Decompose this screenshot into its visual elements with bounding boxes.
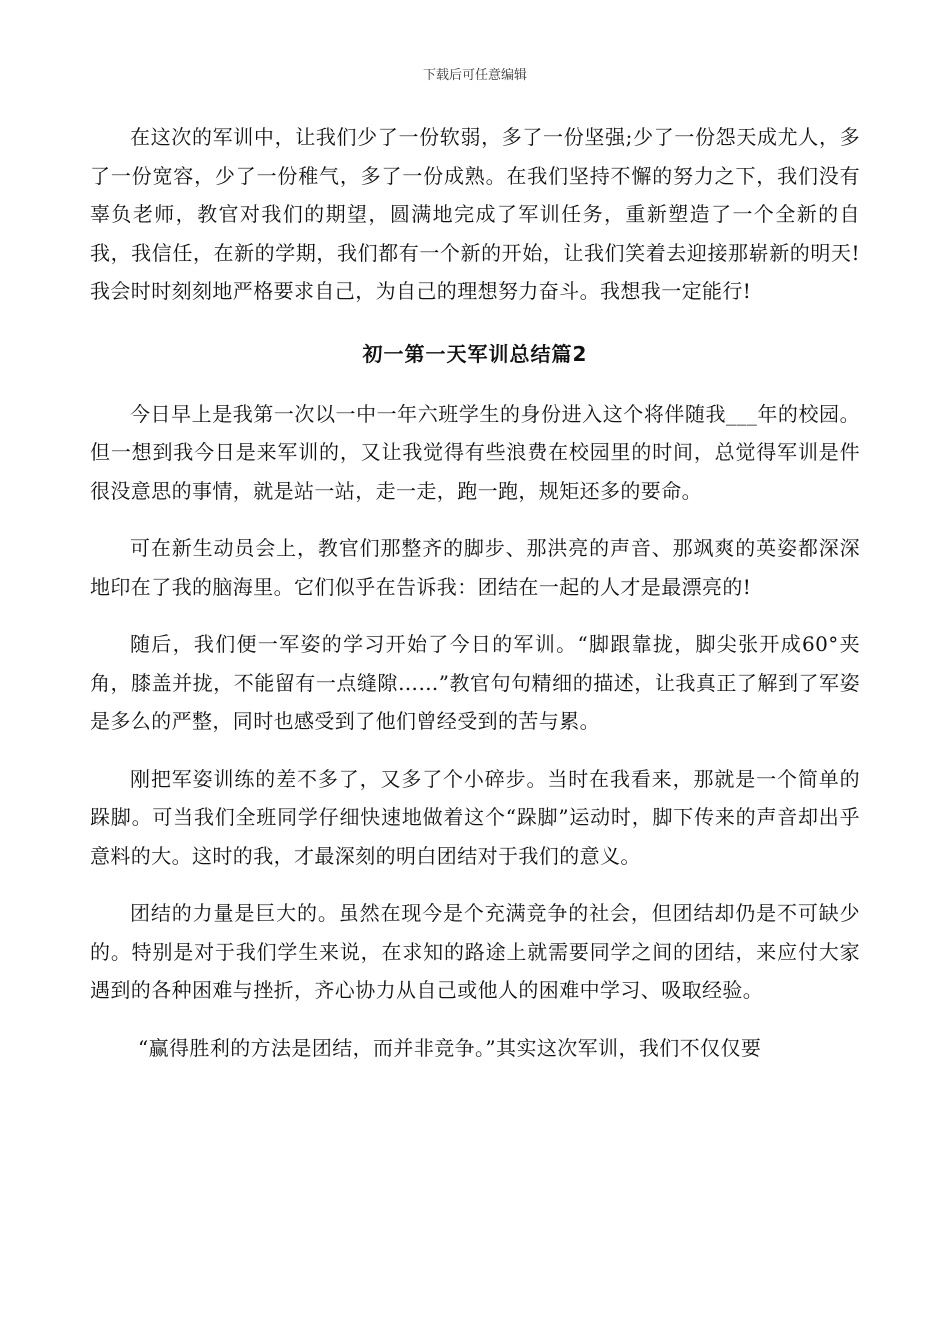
paragraph-5: 团结的力量是巨大的。虽然在现今是个充满竞争的社会，但团结却仍是不可缺少的。特别是对于我们学生来说，在求知的路途上就需要同学之间的团结，来应付大家遇到的各种困难与挫折，齐心协力从自己或他人的困难中学习、吸取经验。 (90, 901, 860, 1002)
paragraph-6: “赢得胜利的方法是团结，而并非竞争。”其实这次军训，我们不仅仅要 (138, 1035, 762, 1060)
paragraph-4: 刚把军姿训练的差不多了，又多了个小碎步。当时在我看来，那就是一个简单的跺脚。可当我们全班同学仔细快速地做着这个“跺脚”运动时，脚下传来的声音却出乎意料的大。这时的我，才最深刻的明白团结对于我们的意义。 (90, 766, 860, 868)
page-header: 下载后可任意编辑 (422, 68, 527, 83)
paragraph-2: 可在新生动员会上，教官们那整齐的脚步、那洪亮的声音、那飒爽的英姿都深深地印在了我的脑海里。它们似乎在告诉我：团结在一起的人才是最漂亮的! (90, 536, 860, 599)
document-body (90, 118, 860, 1067)
section-title: 初一第一天军训总结篇2 (362, 341, 588, 366)
paragraph-1: 今日早上是我第一次以一中一年六班学生的身份进入这个将伴随我___年的校园。但一想到我今日是来军训的，又让我觉得有些浪费在校园里的时间，总觉得军训是件很没意思的事情，就是站一站，走一走，跑一跑，规矩还多的要命。 (90, 401, 860, 503)
paragraph-3: 随后，我们便一军姿的学习开始了今日的军训。“脚跟靠拢，脚尖张开成60°夹角，膝盖并拢，不能留有一点缝隙……”教官句句精细的描述，让我真正了解到了军姿是多么的严整，同时也感受到了他们曾经受到的苦与累。 (90, 632, 860, 733)
intro-paragraph: 在这次的军训中，让我们少了一份软弱，多了一份坚强;少了一份怨天成尤人，多了一份宽容，少了一份稚气，多了一份成熟。在我们坚持不懈的努力之下，我们没有辜负老师，教官对我们的期望，圆满地完成了军训任务，重新塑造了一个全新的自我，我信任，在新的学期，我们都有一个新的开始，让我们笑着去迎接那崭新的明天!我会时时刻刻地严格要求自己，为自己的理想努力奋斗。我想我一定能行! (90, 125, 860, 303)
